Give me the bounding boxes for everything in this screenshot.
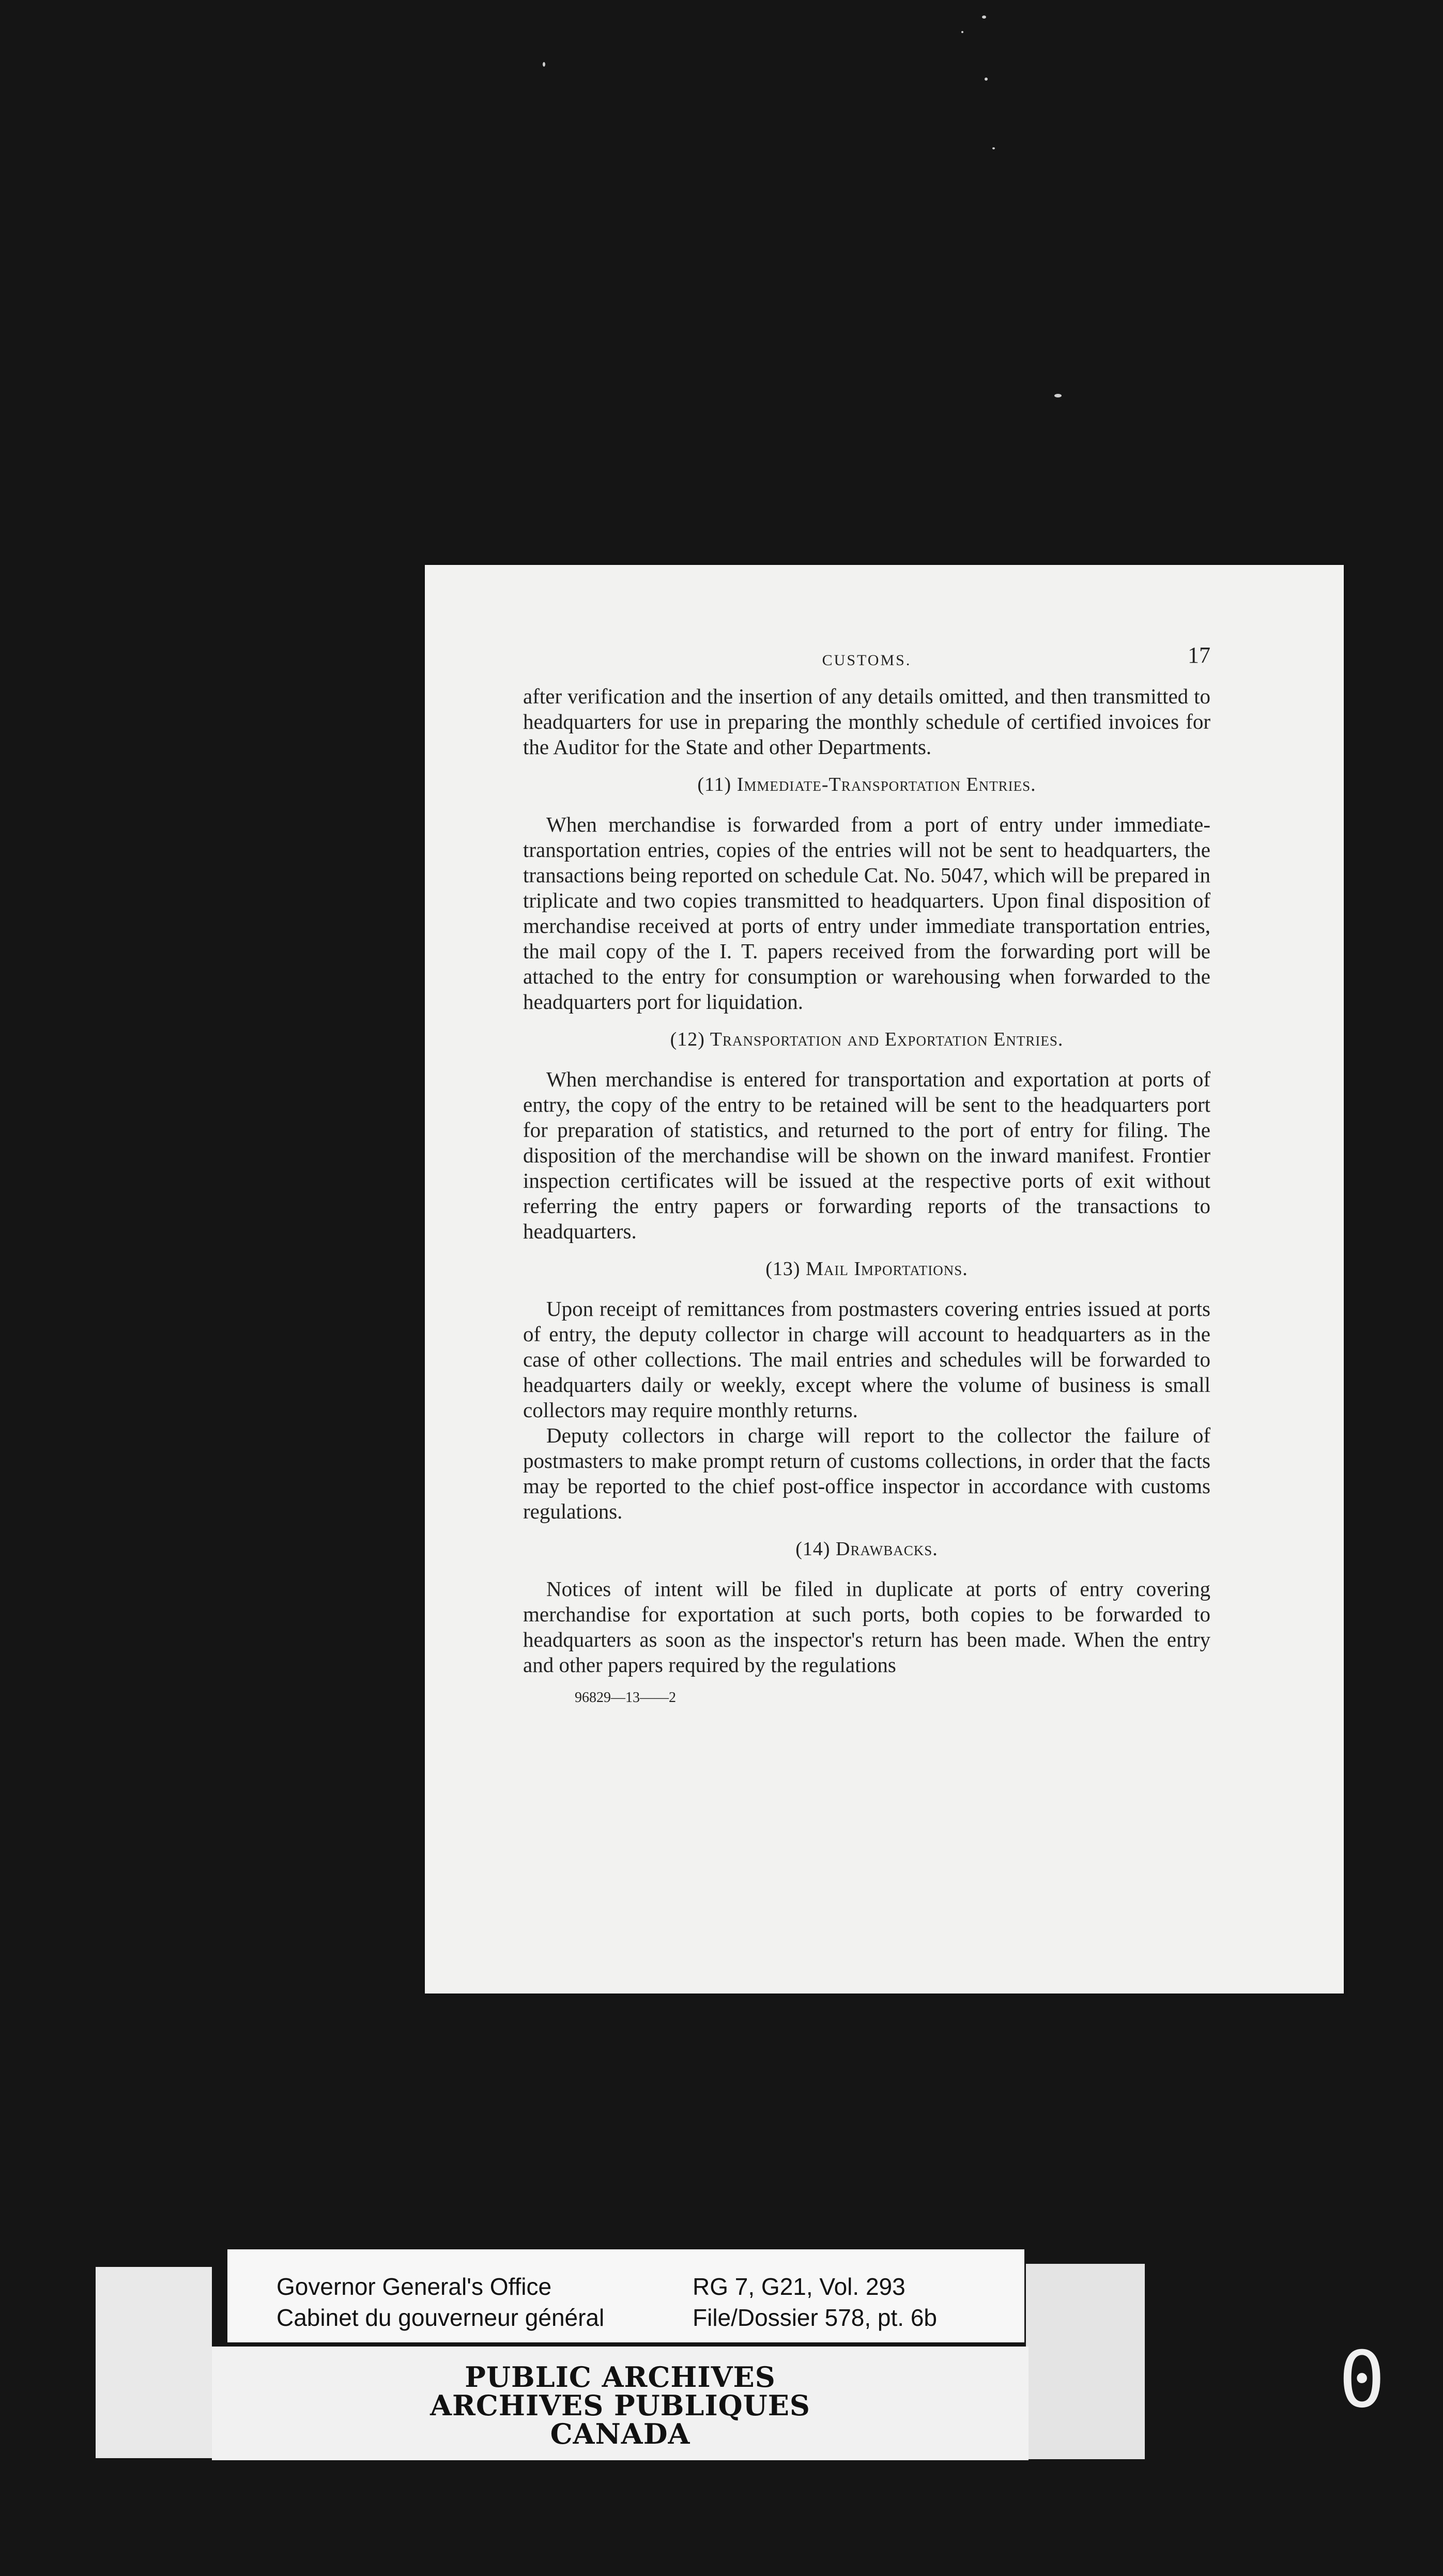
document-page bbox=[425, 565, 1344, 1994]
stamp-line-2: ARCHIVES PUBLIQUES bbox=[430, 2389, 810, 2422]
section-13-paragraph-2: Deputy collectors in charge will report to the collector the failure of postmasters to make prompt return of customs collections, in order that the facts may be reported to the chief post-office inspector in accordance with customs regulations. bbox=[523, 1423, 1210, 1523]
page-header bbox=[523, 642, 1210, 684]
stamp-line-1: PUBLIC ARCHIVES bbox=[465, 2360, 776, 2394]
office-names bbox=[277, 2271, 604, 2333]
section-heading-13: (13) Mail Importations. bbox=[765, 1258, 968, 1280]
archives-stamp-text bbox=[212, 2360, 1028, 2450]
film-speck bbox=[961, 31, 963, 33]
film-speck bbox=[982, 16, 986, 19]
section-12-paragraph: When merchandise is entered for transportation and exportation at ports of entry, the copy of the entry to be retained will be sent to the headquarters port for preparation of statistics, and returned to the port of entry for filing. The disposition of the merchandise will be shown on the inward manifest. Frontier inspection certificates will be issued at the respective ports of exit without referring the entry papers or forwarding reports of the transactions to headquarters. bbox=[523, 1067, 1210, 1243]
archive-reference-card bbox=[227, 2249, 1024, 2342]
running-head: CUSTOMS. bbox=[822, 652, 912, 669]
intro-paragraph: after verification and the insertion of any details omitted, and then transmitted to headquarters for use in preparing the monthly schedule of certified invoices for the Auditor for the State and other Departments. bbox=[523, 684, 1210, 759]
section-13-paragraph-1: Upon receipt of remittances from postmasters covering entries issued at ports of entry, the deputy collector in charge will account to headquarters as in the case of other collections. The mail entries and schedules will be forwarded to headquarters daily or weekly, except where the volume of business is small collectors may require monthly returns. bbox=[523, 1297, 1210, 1422]
film-speck bbox=[985, 78, 988, 81]
archive-references bbox=[693, 2271, 937, 2333]
frame-marker: 0 bbox=[1339, 2335, 1386, 2425]
section-14-paragraph: Notices of intent will be filed in duplicate at ports of entry covering merchandise for exportation at such ports, both copies to be forwarded to headquarters as soon as the inspector's return has been made. When the entry and other papers required by the regulations bbox=[523, 1577, 1210, 1677]
section-11-paragraph: When merchandise is forwarded from a port of entry under immediate-transportation entries, copies of the entries will not be sent to headquarters, the transactions being reported on schedule Cat. No. 5047, which will be prepared in triplicate and two copies transmitted to headquarters. Upon final disposition of merchandise received at ports of entry under immediate transportation entries, the mail copy of the I. T. papers received from the forwarding port will be attached to the entry for consumption or warehousing when forwarded to the headquarters port for liquidation. bbox=[523, 812, 1210, 1014]
archives-stamp bbox=[212, 2347, 1028, 2460]
section-heading-12: (12) Transportation and Exportation Entries. bbox=[670, 1029, 1064, 1050]
film-speck bbox=[543, 62, 545, 67]
label-backing-right bbox=[1026, 2264, 1145, 2459]
section-heading-14: (14) Drawbacks. bbox=[795, 1538, 938, 1560]
printer-code: 96829—13——2 bbox=[575, 1690, 676, 1706]
office-name-english: Governor General's Office bbox=[277, 2273, 552, 2300]
office-name-french: Cabinet du gouverneur général bbox=[277, 2304, 605, 2331]
film-speck bbox=[992, 147, 995, 149]
film-speck bbox=[1054, 394, 1062, 397]
page-content bbox=[523, 642, 1210, 1710]
page-number: 17 bbox=[1188, 642, 1210, 668]
file-reference: File/Dossier 578, pt. 6b bbox=[693, 2304, 938, 2331]
record-group: RG 7, G21, Vol. 293 bbox=[693, 2273, 905, 2300]
section-heading-11: (11) Immediate-Transportation Entries. bbox=[697, 774, 1036, 795]
label-backing-left bbox=[96, 2267, 212, 2458]
stamp-line-3: CANADA bbox=[550, 2417, 690, 2450]
